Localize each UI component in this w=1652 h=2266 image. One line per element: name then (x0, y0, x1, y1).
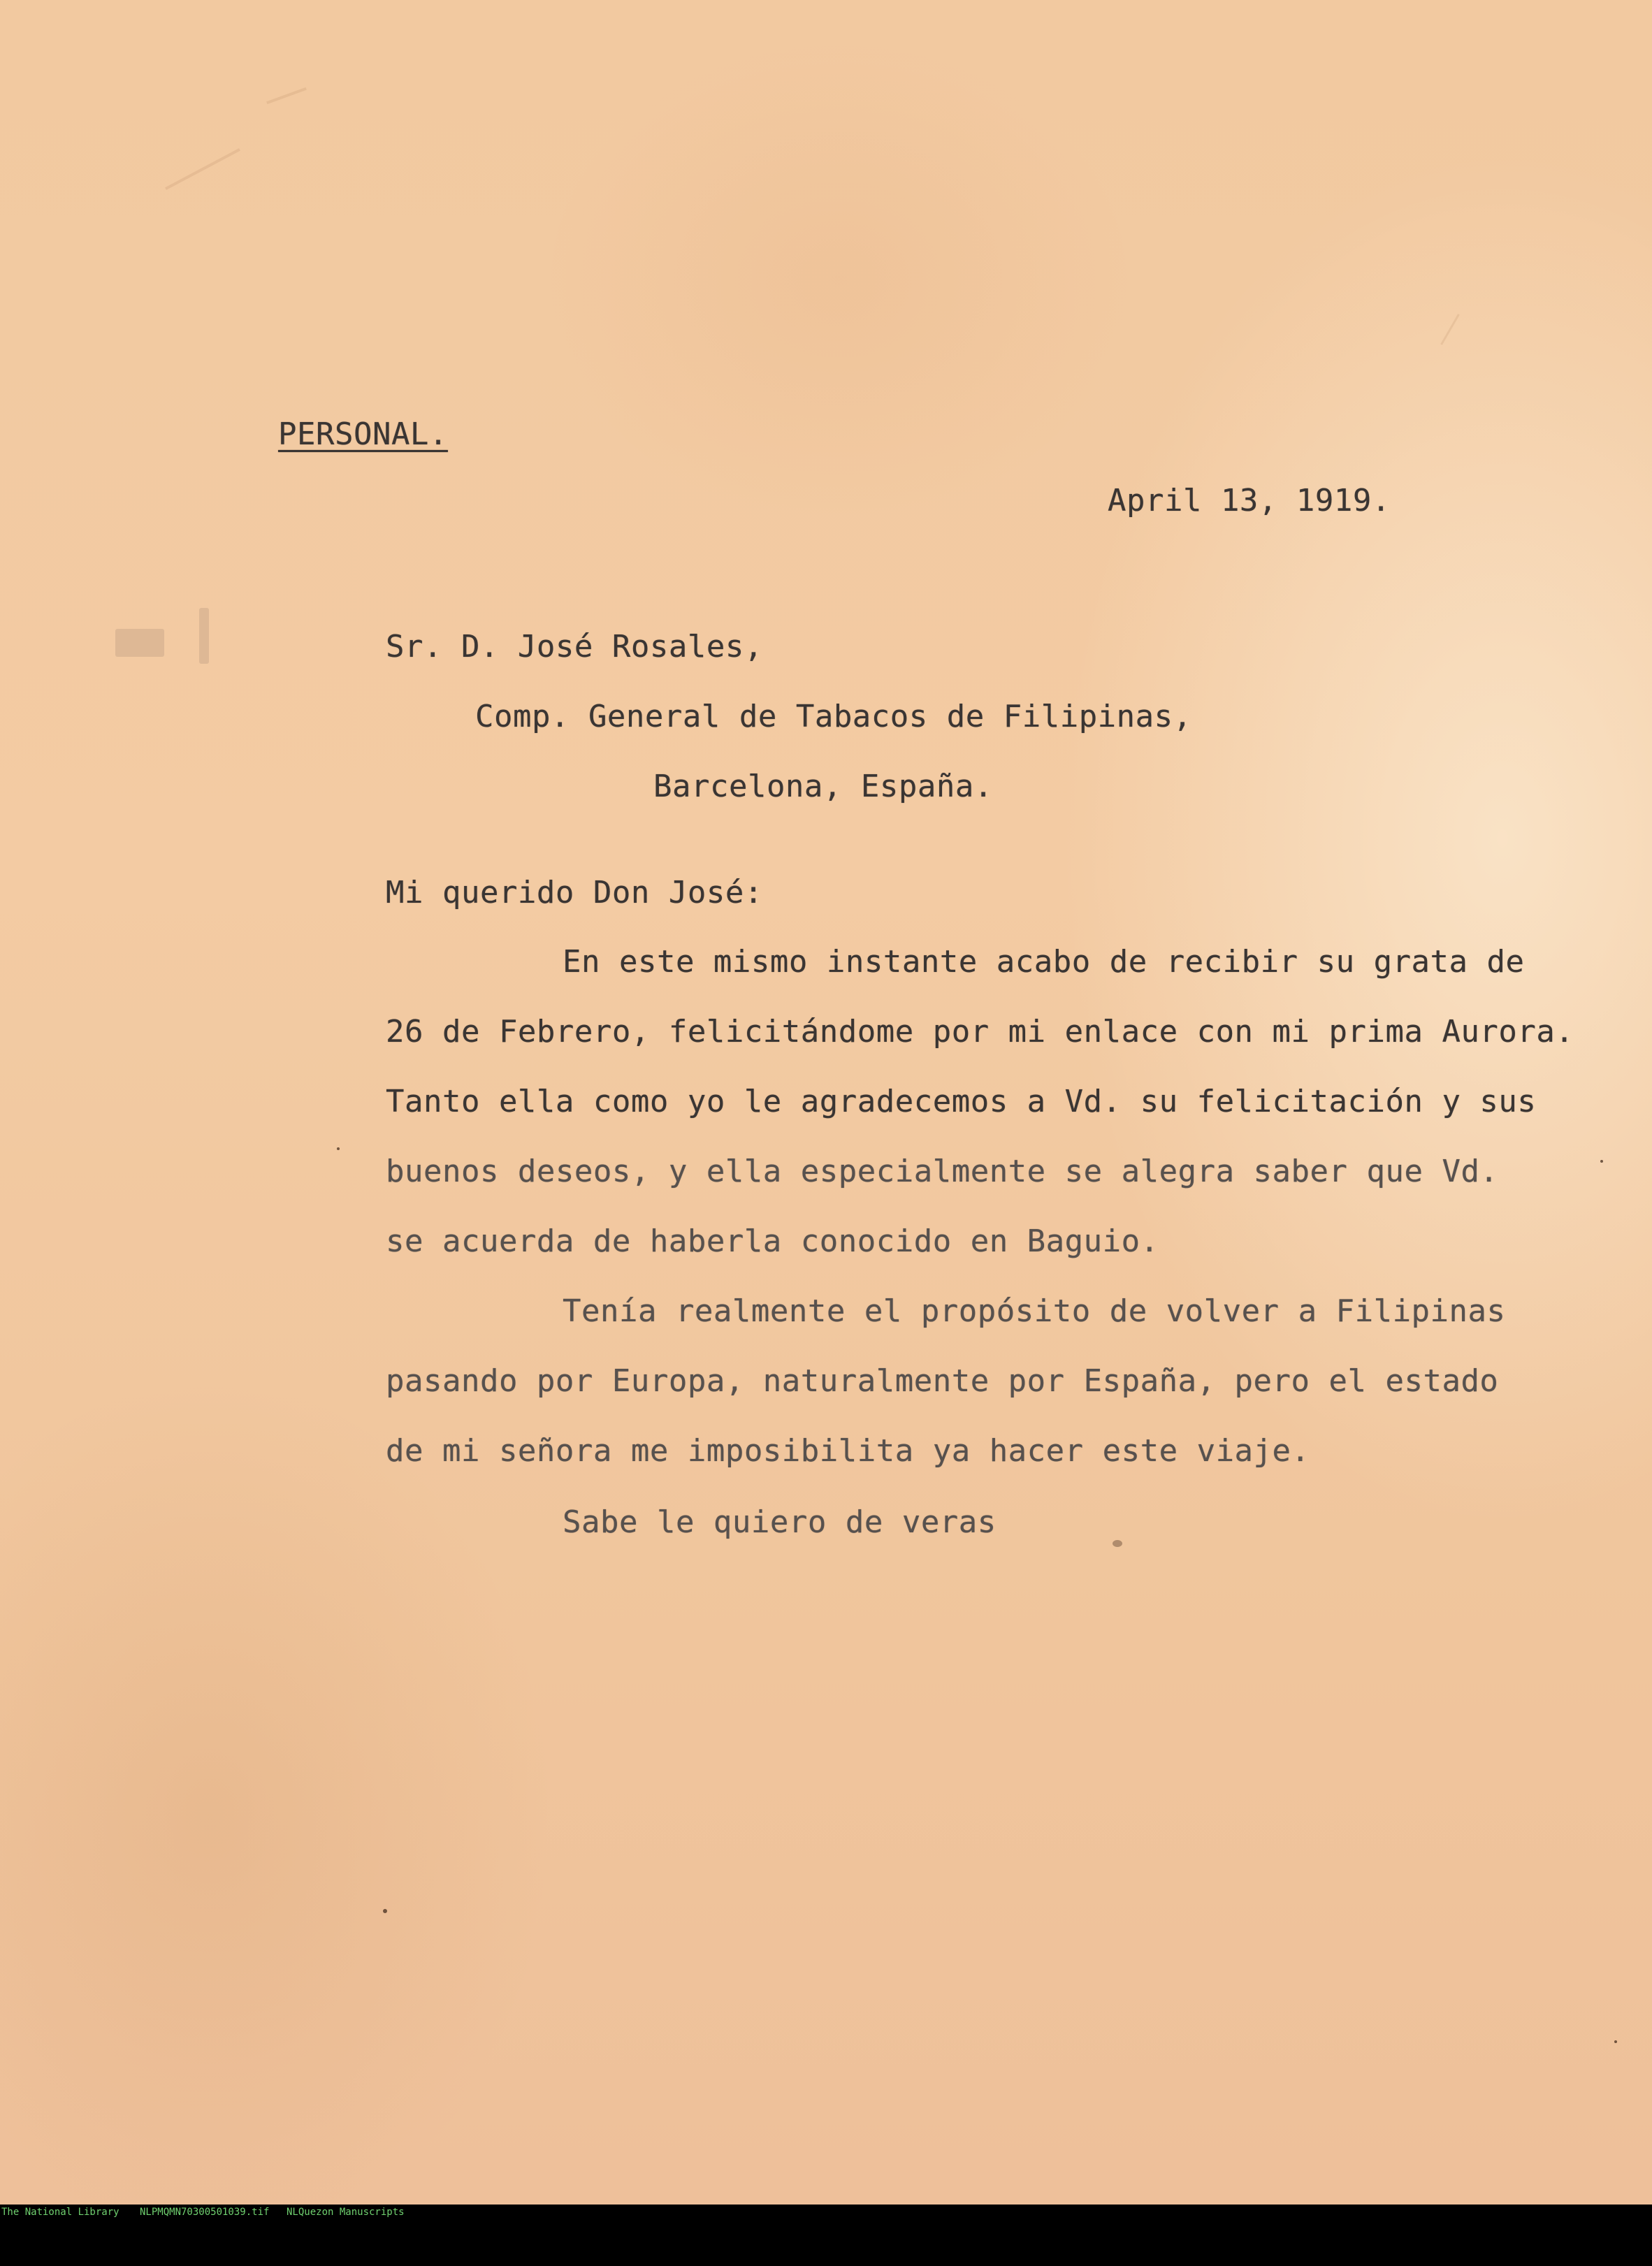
recipient-city: Barcelona, España. (653, 769, 993, 804)
ink-speck (337, 1147, 340, 1150)
faint-stamp-mark (115, 629, 164, 657)
footer-filename: NLPMQMN70300501039.tif (140, 2207, 270, 2218)
paragraph1-line4: buenos deseos, y ella especialmente se alegra saber que Vd. (386, 1154, 1499, 1189)
paragraph2-line1: Tenía realmente el propósito de volver a Filipinas (563, 1293, 1506, 1329)
footer-collection: NLQuezon Manuscripts (287, 2207, 405, 2218)
ink-speck (1113, 1540, 1122, 1547)
paragraph1-line3: Tanto ella como yo le agradecemos a Vd. su felicitación y sus (386, 1084, 1537, 1119)
paragraph1-line5: se acuerda de haberla conocido en Baguio. (386, 1223, 1159, 1259)
salutation: Mi querido Don José: (386, 875, 763, 910)
paragraph1-line2: 26 de Febrero, felicitándome por mi enlace con mi prima Aurora. (386, 1014, 1574, 1050)
faint-stamp-mark (199, 608, 209, 664)
footer-library: The National Library (1, 2207, 119, 2218)
paper-crease (165, 148, 240, 190)
recipient-name: Sr. D. José Rosales, (386, 629, 763, 664)
paragraph1-line1: En este mismo instante acabo de recibir su grata de (563, 944, 1525, 980)
ink-speck (1614, 2040, 1617, 2043)
paragraph2-line2: pasando por Europa, naturalmente por España, pero el estado (386, 1363, 1499, 1399)
paper-crease (1440, 314, 1460, 345)
paper-crease (266, 87, 307, 104)
ink-speck (1600, 1160, 1603, 1163)
paragraph2-line3: de mi señora me imposibilita ya hacer este viaje. (386, 1433, 1310, 1469)
recipient-company: Comp. General de Tabacos de Filipinas, (475, 699, 1192, 734)
letter-date: April 13, 1919. (1108, 483, 1391, 518)
closing-line: Sabe le quiero de veras (563, 1504, 997, 1540)
letter-heading: PERSONAL. (278, 416, 448, 452)
scan-footer (0, 2205, 1652, 2220)
ink-speck (383, 1909, 387, 1913)
